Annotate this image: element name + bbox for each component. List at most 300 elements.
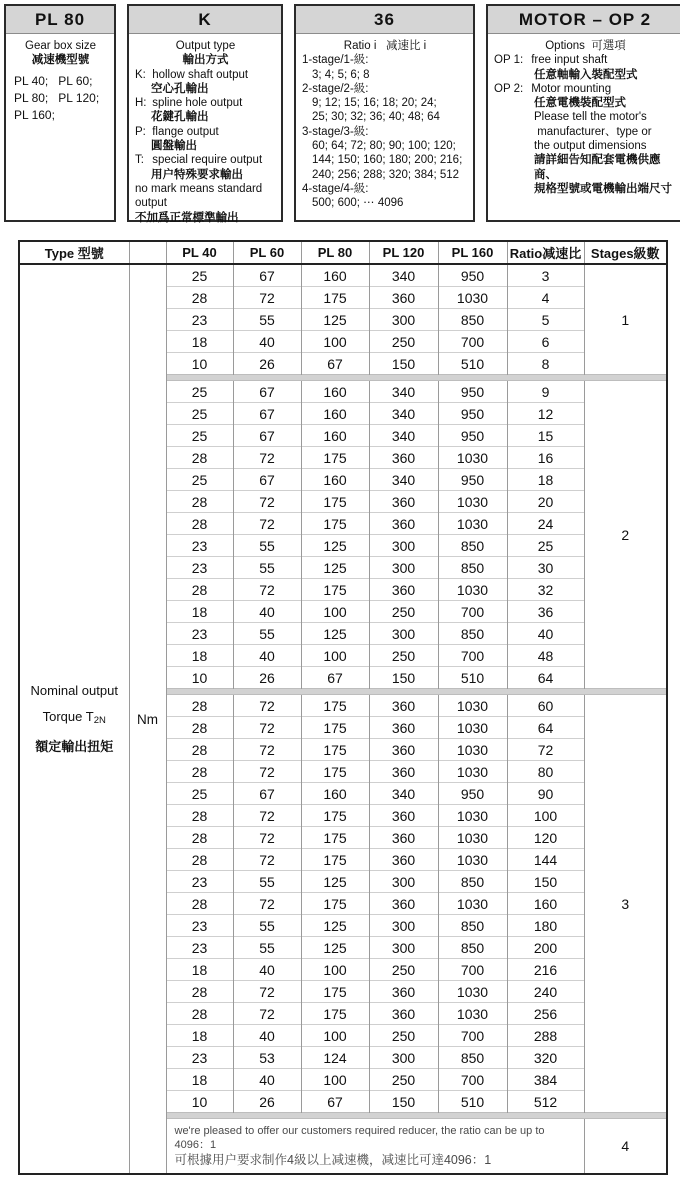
- torque-value-cell: 250: [369, 1069, 438, 1091]
- torque-value-cell: 72: [233, 579, 301, 601]
- torque-value-cell: 175: [301, 579, 369, 601]
- torque-value-cell: 1030: [438, 805, 507, 827]
- torque-value-cell: 360: [369, 695, 438, 717]
- option-line: 規格型號或電機輸出端尺寸: [534, 182, 672, 195]
- torque-value-cell: 25: [166, 381, 233, 403]
- ratio-cell: 20: [507, 491, 584, 513]
- stage-cell: 4: [584, 1119, 667, 1175]
- gearbox-size-title: PL 80: [6, 6, 114, 34]
- torque-value-cell: 26: [233, 1091, 301, 1113]
- gearbox-model-line: PL 80; PL 120;: [14, 90, 100, 105]
- ratio-body: [296, 34, 473, 211]
- torque-value-cell: 700: [438, 1069, 507, 1091]
- ratio-values: 9; 12; 15; 16; 18; 20; 24;: [312, 97, 437, 110]
- option-line: 任意電機裝配型式: [534, 97, 626, 110]
- option-line: manufacturer、type or: [534, 125, 652, 138]
- options-title: MOTOR – OP 2: [488, 6, 680, 34]
- torque-value-cell: 10: [166, 353, 233, 375]
- col-header-stages: Stages級數: [584, 241, 667, 264]
- torque-value-cell: 1030: [438, 717, 507, 739]
- torque-value-cell: 300: [369, 1047, 438, 1069]
- torque-value-cell: 1030: [438, 981, 507, 1003]
- ratio-cell: 9: [507, 381, 584, 403]
- torque-value-cell: 40: [233, 645, 301, 667]
- torque-value-cell: 23: [166, 309, 233, 331]
- ratio-cell: 30: [507, 557, 584, 579]
- torque-value-cell: 340: [369, 264, 438, 287]
- torque-value-cell: 160: [301, 403, 369, 425]
- torque-value-cell: 72: [233, 447, 301, 469]
- torque-value-cell: 72: [233, 761, 301, 783]
- output-type-code: T:: [135, 154, 144, 167]
- torque-value-cell: 360: [369, 1003, 438, 1025]
- torque-value-cell: 28: [166, 739, 233, 761]
- output-type-note-zh: 不加爲正常標準輸出: [135, 211, 239, 224]
- torque-value-cell: 360: [369, 739, 438, 761]
- output-type-entry: [135, 68, 276, 82]
- torque-value-cell: 40: [233, 601, 301, 623]
- torque-value-cell: 340: [369, 381, 438, 403]
- torque-value-cell: 72: [233, 717, 301, 739]
- ratio-cell: 320: [507, 1047, 584, 1069]
- ratio-cell: 36: [507, 601, 584, 623]
- output-type-title: K: [129, 6, 281, 34]
- torque-value-cell: 125: [301, 309, 369, 331]
- torque-value-cell: 950: [438, 469, 507, 491]
- torque-value-cell: 160: [301, 264, 369, 287]
- torque-value-cell: 700: [438, 959, 507, 981]
- torque-value-cell: 1030: [438, 579, 507, 601]
- ratio-cell: 25: [507, 535, 584, 557]
- legend-line: Ratio i 减速比 i: [343, 40, 427, 52]
- torque-value-cell: 23: [166, 871, 233, 893]
- ratio-cell: 64: [507, 717, 584, 739]
- torque-value-cell: 1030: [438, 827, 507, 849]
- torque-value-cell: 300: [369, 871, 438, 893]
- torque-value-cell: 23: [166, 937, 233, 959]
- ratio-cell: 12: [507, 403, 584, 425]
- torque-value-cell: 26: [233, 667, 301, 689]
- torque-value-cell: 40: [233, 959, 301, 981]
- torque-value-cell: 25: [166, 783, 233, 805]
- ratio-cell: 60: [507, 695, 584, 717]
- ratio-values: 144; 150; 160; 180; 200; 216;: [312, 154, 463, 167]
- ratio-stage-label: 4-stage/4-級:: [302, 182, 369, 195]
- torque-value-cell: 300: [369, 309, 438, 331]
- output-type-code: P:: [135, 125, 146, 138]
- torque-value-cell: 125: [301, 871, 369, 893]
- torque-value-cell: 100: [301, 1025, 369, 1047]
- torque-value-cell: 250: [369, 1025, 438, 1047]
- row-header-line-zh: 額定輸出扭矩: [35, 739, 114, 754]
- torque-value-cell: 700: [438, 601, 507, 623]
- option-line: 請詳細告知配套電機供應商、: [534, 154, 661, 181]
- torque-value-cell: 700: [438, 645, 507, 667]
- torque-value-cell: 700: [438, 1025, 507, 1047]
- torque-value-cell: 67: [233, 403, 301, 425]
- torque-value-cell: 340: [369, 783, 438, 805]
- ratio-title: 36: [296, 6, 473, 34]
- output-type-entry: [135, 125, 276, 139]
- ratio-cell: 4: [507, 287, 584, 309]
- torque-value-cell: 300: [369, 535, 438, 557]
- ratio-cell: 5: [507, 309, 584, 331]
- table-header-row: [19, 241, 667, 264]
- torque-value-cell: 160: [301, 425, 369, 447]
- stage-cell: 3: [584, 695, 667, 1113]
- ratio-values: 3; 4; 5; 6; 8: [312, 68, 370, 81]
- legend-line: Options 可選項: [545, 40, 626, 52]
- torque-value-cell: 150: [369, 1091, 438, 1113]
- ratio-cell: 80: [507, 761, 584, 783]
- torque-subscript: 2N: [93, 715, 106, 726]
- torque-value-cell: 125: [301, 535, 369, 557]
- torque-value-cell: 1030: [438, 695, 507, 717]
- torque-value-cell: 40: [233, 331, 301, 353]
- torque-value-cell: 28: [166, 579, 233, 601]
- torque-value-cell: 67: [233, 783, 301, 805]
- torque-value-cell: 125: [301, 937, 369, 959]
- torque-value-cell: 18: [166, 959, 233, 981]
- torque-value-cell: 72: [233, 695, 301, 717]
- torque-value-cell: 850: [438, 937, 507, 959]
- torque-value-cell: 23: [166, 623, 233, 645]
- torque-value-cell: 1030: [438, 1003, 507, 1025]
- torque-value-cell: 340: [369, 425, 438, 447]
- ratio-cell: 288: [507, 1025, 584, 1047]
- torque-value-cell: 28: [166, 447, 233, 469]
- torque-value-cell: 1030: [438, 513, 507, 535]
- col-header-pl120: PL 120: [369, 241, 438, 264]
- torque-value-cell: 175: [301, 513, 369, 535]
- ratio-values: 25; 30; 32; 36; 40; 48; 64: [312, 111, 440, 124]
- stage-cell: 1: [584, 264, 667, 375]
- model-code-legend: [4, 4, 680, 222]
- output-type-body: [129, 34, 281, 225]
- output-type-code: H:: [135, 97, 147, 110]
- ratio-cell: 160: [507, 893, 584, 915]
- torque-value-cell: 25: [166, 469, 233, 491]
- gearbox-size-box: [4, 4, 116, 222]
- torque-value-cell: 175: [301, 981, 369, 1003]
- torque-value-cell: 72: [233, 491, 301, 513]
- col-header-pl60: PL 60: [233, 241, 301, 264]
- torque-value-cell: 160: [301, 381, 369, 403]
- torque-value-cell: 55: [233, 871, 301, 893]
- torque-value-cell: 100: [301, 645, 369, 667]
- torque-value-cell: 300: [369, 937, 438, 959]
- ratio-cell: 3: [507, 264, 584, 287]
- torque-value-cell: 55: [233, 535, 301, 557]
- torque-value-cell: 72: [233, 287, 301, 309]
- torque-value-cell: 10: [166, 1091, 233, 1113]
- ratio-cell: 32: [507, 579, 584, 601]
- torque-value-cell: 850: [438, 1047, 507, 1069]
- ratio-cell: 18: [507, 469, 584, 491]
- torque-value-cell: 510: [438, 1091, 507, 1113]
- option-line: 任意軸輸入裝配型式: [534, 68, 638, 81]
- torque-value-cell: 340: [369, 469, 438, 491]
- torque-value-cell: 55: [233, 557, 301, 579]
- torque-value-cell: 360: [369, 287, 438, 309]
- torque-value-cell: 360: [369, 805, 438, 827]
- torque-value-cell: 67: [301, 1091, 369, 1113]
- torque-value-cell: 360: [369, 447, 438, 469]
- torque-value-cell: 18: [166, 1069, 233, 1091]
- unit-cell: Nm: [129, 264, 166, 1174]
- torque-value-cell: 28: [166, 761, 233, 783]
- ratio-cell: 512: [507, 1091, 584, 1113]
- ratio-cell: 150: [507, 871, 584, 893]
- gearbox-model-list: [12, 73, 109, 124]
- torque-value-cell: 53: [233, 1047, 301, 1069]
- torque-value-cell: 55: [233, 623, 301, 645]
- torque-value-cell: 360: [369, 981, 438, 1003]
- output-type-entry: [135, 153, 276, 167]
- torque-value-cell: 175: [301, 717, 369, 739]
- torque-value-cell: 67: [233, 264, 301, 287]
- torque-value-cell: 175: [301, 893, 369, 915]
- torque-value-cell: 18: [166, 645, 233, 667]
- ratio-values: 500; 600; ⋯ 4096: [312, 197, 404, 210]
- torque-value-cell: 950: [438, 264, 507, 287]
- ratio-cell: 15: [507, 425, 584, 447]
- torque-value-cell: 250: [369, 645, 438, 667]
- torque-value-cell: 175: [301, 761, 369, 783]
- torque-value-cell: 360: [369, 893, 438, 915]
- torque-value-cell: 55: [233, 937, 301, 959]
- output-type-entry: [135, 96, 276, 110]
- torque-value-cell: 10: [166, 667, 233, 689]
- torque-value-cell: 175: [301, 849, 369, 871]
- torque-value-cell: 250: [369, 331, 438, 353]
- legend-line: Output type: [175, 40, 236, 52]
- ratio-box: [294, 4, 475, 222]
- ratio-cell: 384: [507, 1069, 584, 1091]
- ratio-cell: 6: [507, 331, 584, 353]
- torque-value-cell: 510: [438, 667, 507, 689]
- torque-value-cell: 28: [166, 893, 233, 915]
- ratio-cell: 24: [507, 513, 584, 535]
- torque-value-cell: 1030: [438, 761, 507, 783]
- torque-value-cell: 100: [301, 1069, 369, 1091]
- gearbox-size-body: [6, 34, 114, 124]
- torque-value-cell: 67: [233, 469, 301, 491]
- torque-value-cell: 72: [233, 513, 301, 535]
- ratio-cell: 200: [507, 937, 584, 959]
- torque-value-cell: 950: [438, 381, 507, 403]
- torque-value-cell: 360: [369, 579, 438, 601]
- torque-value-cell: 1030: [438, 849, 507, 871]
- torque-value-cell: 23: [166, 915, 233, 937]
- output-type-box: [127, 4, 283, 222]
- torque-value-cell: 18: [166, 331, 233, 353]
- torque-value-cell: 1030: [438, 893, 507, 915]
- output-type-en: spline hole output: [149, 97, 243, 110]
- torque-value-cell: 1030: [438, 447, 507, 469]
- torque-value-cell: 23: [166, 535, 233, 557]
- torque-value-cell: 950: [438, 403, 507, 425]
- torque-value-cell: 28: [166, 805, 233, 827]
- ratio-cell: 216: [507, 959, 584, 981]
- ratio-cell: 100: [507, 805, 584, 827]
- torque-value-cell: 55: [233, 915, 301, 937]
- output-type-en: special require output: [149, 154, 263, 167]
- torque-value-cell: 175: [301, 447, 369, 469]
- torque-value-cell: 100: [301, 601, 369, 623]
- torque-value-cell: 67: [233, 425, 301, 447]
- output-type-en: hollow shaft output: [149, 68, 249, 81]
- ratio-cell: 90: [507, 783, 584, 805]
- options-box: [486, 4, 680, 222]
- torque-row: [19, 264, 667, 287]
- torque-value-cell: 124: [301, 1047, 369, 1069]
- torque-value-cell: 72: [233, 827, 301, 849]
- torque-value-cell: 950: [438, 783, 507, 805]
- torque-value-cell: 360: [369, 827, 438, 849]
- torque-value-cell: 175: [301, 805, 369, 827]
- col-header-pl40: PL 40: [166, 241, 233, 264]
- torque-value-cell: 72: [233, 739, 301, 761]
- option-entry: [494, 82, 677, 96]
- col-header-unit: [129, 241, 166, 264]
- torque-value-cell: 67: [233, 381, 301, 403]
- torque-value-cell: 67: [301, 667, 369, 689]
- ratio-cell: 40: [507, 623, 584, 645]
- torque-value-cell: 40: [233, 1069, 301, 1091]
- ratio-values: 60; 64; 72; 80; 90; 100; 120;: [312, 140, 456, 153]
- ratio-cell: 144: [507, 849, 584, 871]
- torque-value-cell: 360: [369, 491, 438, 513]
- ratio-cell: 120: [507, 827, 584, 849]
- torque-value-cell: 23: [166, 557, 233, 579]
- torque-value-cell: 850: [438, 871, 507, 893]
- torque-value-cell: 360: [369, 849, 438, 871]
- torque-value-cell: 67: [301, 353, 369, 375]
- option-first-line: Motor mounting: [528, 82, 612, 95]
- col-header-type: Type 型號: [19, 241, 129, 264]
- ratio-cell: 48: [507, 645, 584, 667]
- col-header-ratio: Ratio减速比: [507, 241, 584, 264]
- ratio-stage-label: 3-stage/3-級:: [302, 125, 369, 138]
- torque-value-cell: 1030: [438, 491, 507, 513]
- option-entry: [494, 53, 677, 67]
- ratio-cell: 256: [507, 1003, 584, 1025]
- legend-line: 减速機型號: [31, 54, 90, 67]
- torque-value-cell: 340: [369, 403, 438, 425]
- col-header-pl160: PL 160: [438, 241, 507, 264]
- ratio-cell: 180: [507, 915, 584, 937]
- torque-value-cell: 300: [369, 623, 438, 645]
- torque-value-cell: 72: [233, 893, 301, 915]
- torque-value-cell: 23: [166, 1047, 233, 1069]
- torque-value-cell: 175: [301, 1003, 369, 1025]
- ratio-cell: 16: [507, 447, 584, 469]
- torque-value-cell: 25: [166, 425, 233, 447]
- col-header-pl80: PL 80: [301, 241, 369, 264]
- torque-value-cell: 72: [233, 805, 301, 827]
- torque-value-cell: 25: [166, 403, 233, 425]
- custom-ratio-note-en: we're pleased to offer our customers required reducer, the ratio can be up to 4096：1: [174, 1125, 545, 1151]
- torque-value-cell: 18: [166, 1025, 233, 1047]
- custom-ratio-note-zh: 可根據用户要求制作4級以上减速機，减速比可達4096：1: [174, 1153, 492, 1167]
- torque-value-cell: 100: [301, 331, 369, 353]
- option-code: OP 1:: [494, 54, 524, 67]
- custom-ratio-note: [166, 1119, 584, 1175]
- ratio-cell: 72: [507, 739, 584, 761]
- ratio-values: 240; 256; 288; 320; 384; 512: [312, 168, 460, 181]
- gearbox-model-line: PL 40; PL 60;: [14, 73, 93, 88]
- output-type-code: K:: [135, 68, 146, 81]
- output-type-zh: 空心孔輸出: [151, 82, 209, 95]
- torque-value-cell: 28: [166, 717, 233, 739]
- torque-value-cell: 100: [301, 959, 369, 981]
- torque-value-cell: 28: [166, 695, 233, 717]
- torque-value-cell: 150: [369, 667, 438, 689]
- torque-value-cell: 28: [166, 827, 233, 849]
- legend-line: Gear box size: [25, 40, 96, 52]
- row-header-line-en2: [20, 704, 129, 734]
- torque-value-cell: 28: [166, 981, 233, 1003]
- torque-value-cell: 28: [166, 849, 233, 871]
- ratio-stage-label: 2-stage/2-級:: [302, 82, 369, 95]
- row-header-nominal-output-torque: [19, 264, 129, 1174]
- stage-cell: 2: [584, 381, 667, 689]
- torque-value-cell: 160: [301, 469, 369, 491]
- output-type-zh: 花鍵孔輸出: [151, 111, 209, 124]
- ratio-cell: 8: [507, 353, 584, 375]
- torque-value-cell: 250: [369, 959, 438, 981]
- options-body: [488, 34, 680, 196]
- torque-value-cell: 700: [438, 331, 507, 353]
- output-type-note-en: no mark means standard output: [135, 182, 266, 210]
- torque-value-cell: 28: [166, 513, 233, 535]
- ratio-stage-label: 1-stage/1-級:: [302, 54, 369, 67]
- legend-line: 輸出方式: [182, 54, 229, 67]
- torque-value-cell: 1030: [438, 287, 507, 309]
- torque-value-cell: 300: [369, 915, 438, 937]
- torque-value-cell: 175: [301, 739, 369, 761]
- torque-value-cell: 950: [438, 425, 507, 447]
- torque-value-cell: 40: [233, 1025, 301, 1047]
- ratio-cell: 240: [507, 981, 584, 1003]
- torque-value-cell: 26: [233, 353, 301, 375]
- torque-value-cell: 28: [166, 287, 233, 309]
- option-line: the output dimensions: [534, 140, 647, 153]
- torque-value-cell: 510: [438, 353, 507, 375]
- gearbox-model-line: PL 160;: [14, 107, 55, 122]
- torque-value-cell: 360: [369, 717, 438, 739]
- torque-value-cell: 125: [301, 915, 369, 937]
- option-first-line: free input shaft: [528, 54, 608, 67]
- torque-value-cell: 250: [369, 601, 438, 623]
- torque-value-cell: 300: [369, 557, 438, 579]
- torque-value-cell: 28: [166, 1003, 233, 1025]
- ratio-cell: 64: [507, 667, 584, 689]
- row-header-line-en1: Nominal output: [30, 683, 118, 698]
- torque-value-cell: 850: [438, 309, 507, 331]
- torque-value-cell: 72: [233, 981, 301, 1003]
- torque-value-cell: 850: [438, 557, 507, 579]
- option-code: OP 2:: [494, 82, 524, 95]
- torque-value-cell: 1030: [438, 739, 507, 761]
- torque-symbol: Torque T: [42, 709, 94, 724]
- output-type-zh: 用户特殊要求輸出: [151, 168, 243, 181]
- torque-value-cell: 72: [233, 1003, 301, 1025]
- torque-value-cell: 72: [233, 849, 301, 871]
- torque-value-cell: 175: [301, 491, 369, 513]
- torque-value-cell: 360: [369, 761, 438, 783]
